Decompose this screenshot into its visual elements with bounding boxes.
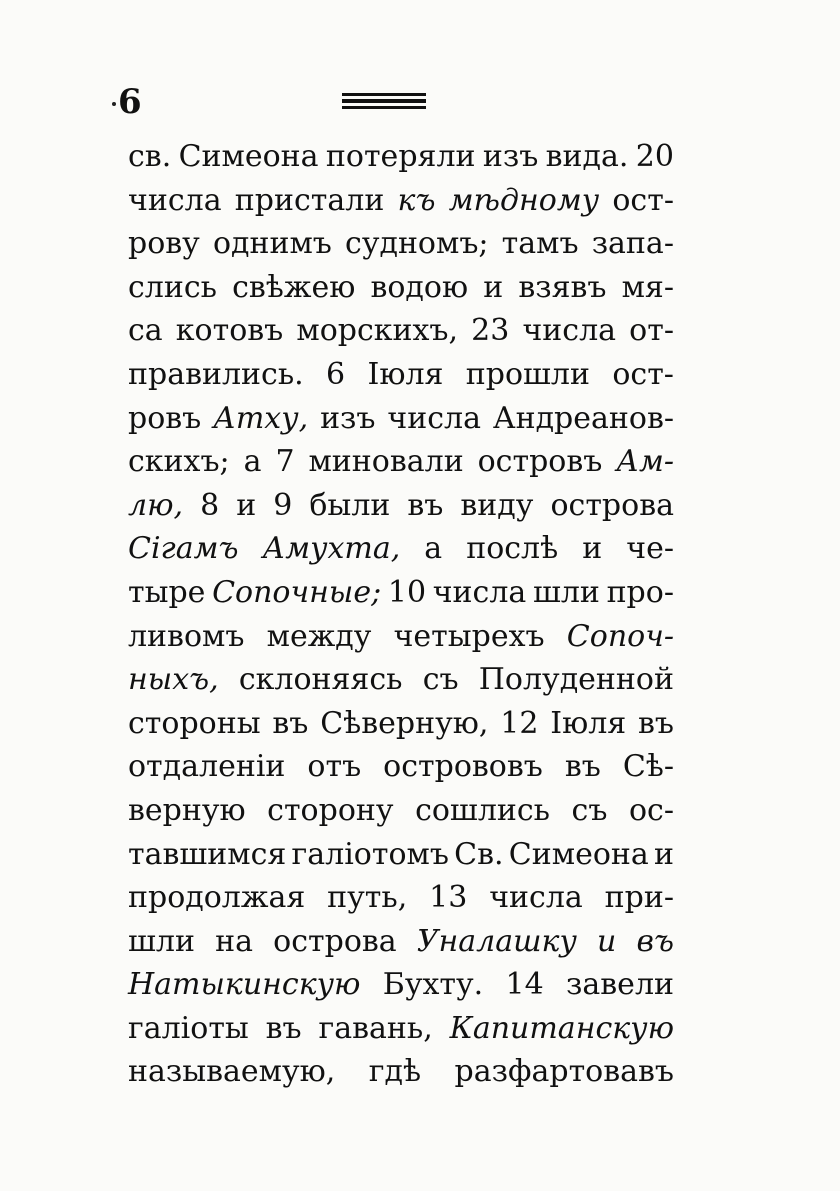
word: въ: [407, 487, 444, 523]
word: 23: [471, 313, 510, 349]
word: Іюля: [367, 356, 444, 392]
text-line: [128, 789, 674, 833]
word: между: [266, 618, 372, 654]
word: въ: [265, 1010, 302, 1046]
word: морскихъ,: [296, 313, 459, 349]
text-line: [128, 702, 674, 746]
word: че-: [626, 531, 674, 567]
word: Полуденной: [478, 662, 674, 698]
word: миновали: [308, 444, 464, 480]
word: 6: [326, 356, 346, 392]
word: галіотомъ: [291, 836, 449, 872]
text-line: [128, 920, 674, 964]
text-line: [128, 135, 674, 179]
text-line: [128, 353, 674, 397]
word: Натыкинскую: [128, 967, 361, 1003]
word: къ: [397, 182, 436, 218]
word: правились.: [128, 356, 304, 392]
text-line: [128, 833, 674, 877]
word: склоняясь: [238, 662, 403, 698]
word: были: [309, 487, 391, 523]
word: островъ: [477, 444, 603, 480]
word: и: [236, 487, 257, 523]
word: числа: [489, 880, 583, 916]
word: продолжая: [128, 880, 306, 916]
word: Сігамъ: [128, 531, 239, 567]
text-line: [128, 222, 674, 266]
word: ос-: [628, 792, 674, 828]
word: ост-: [612, 356, 674, 392]
text-line: [128, 615, 674, 659]
word: съ: [571, 792, 608, 828]
text-line: [128, 266, 674, 310]
word: числа: [522, 313, 617, 349]
word: Сопоч-: [566, 618, 674, 654]
word: галіоты: [128, 1010, 249, 1046]
word: сторону: [267, 792, 394, 828]
word: гавань,: [318, 1010, 433, 1046]
word: Атху,: [213, 400, 309, 436]
word: Амухта,: [262, 531, 401, 567]
word: мѣдному: [448, 182, 600, 218]
word: судномъ;: [345, 226, 489, 262]
word: въ: [564, 749, 601, 785]
word: четырехъ: [393, 618, 545, 654]
word: от-: [629, 313, 674, 349]
word: Уналашку: [416, 923, 577, 959]
word: завели: [566, 967, 674, 1003]
text-line: [128, 484, 674, 528]
word: числа: [128, 182, 222, 218]
word: Симеона: [178, 139, 319, 174]
word: изъ: [320, 400, 376, 436]
word: виду: [460, 487, 534, 523]
word: скихъ;: [128, 444, 230, 480]
word: са: [128, 313, 163, 349]
word: Ам-: [616, 444, 674, 480]
word: а: [424, 531, 443, 567]
word: отъ: [307, 749, 362, 785]
text-line: [128, 876, 674, 920]
header-ornament-rule: [342, 93, 426, 112]
word: свѣжею: [232, 269, 356, 305]
word: Сопочные;: [212, 574, 382, 610]
word: послѣ: [466, 531, 559, 567]
word: въ: [272, 705, 309, 741]
word: котовъ: [175, 313, 284, 349]
word: въ: [638, 705, 674, 741]
text-line: [128, 397, 674, 441]
word: а: [243, 444, 262, 480]
body-text: [128, 135, 674, 1094]
word: про-: [606, 574, 674, 610]
text-line: [128, 963, 674, 1007]
word: и: [597, 923, 617, 959]
word: тамъ: [501, 226, 579, 262]
page-number: 6: [118, 82, 142, 122]
word: св.: [128, 139, 172, 174]
text-line: [128, 658, 674, 702]
word: называемую,: [128, 1054, 336, 1090]
word: Сѣ-: [622, 749, 674, 785]
word: Св.: [454, 836, 504, 872]
word: Бухту.: [382, 967, 484, 1003]
word: на: [215, 923, 253, 959]
word: 7: [275, 444, 295, 480]
word: запа-: [591, 226, 674, 262]
word: путь,: [327, 880, 408, 916]
word: взявъ: [518, 269, 607, 305]
word: рову: [128, 226, 200, 262]
word: тыре: [128, 574, 206, 610]
text-line: [128, 440, 674, 484]
word: Сѣверную,: [320, 705, 489, 741]
word: 14: [505, 967, 544, 1003]
text-line: [128, 179, 674, 223]
text-line: [128, 527, 674, 571]
text-line: [128, 1050, 674, 1094]
word: въ: [636, 923, 674, 959]
word: лю,: [128, 487, 184, 523]
word: острова: [273, 923, 397, 959]
word: при-: [604, 880, 674, 916]
word: 13: [429, 880, 468, 916]
word: острововъ: [383, 749, 543, 785]
word: 8: [200, 487, 220, 523]
word: шли: [128, 923, 195, 959]
word: гдѣ: [368, 1054, 422, 1090]
word: Андреанов-: [492, 400, 674, 436]
word: прошли: [465, 356, 590, 392]
word: вида.: [545, 139, 629, 174]
word: 12: [500, 705, 539, 741]
word: шли: [532, 574, 600, 610]
word: съ: [422, 662, 459, 698]
word: ровъ: [128, 400, 202, 436]
word: ливомъ: [128, 618, 245, 654]
word: ныхъ,: [128, 662, 219, 698]
word: 10: [387, 574, 427, 610]
word: слись: [128, 269, 217, 305]
word: и: [582, 531, 603, 567]
word: изъ: [482, 139, 539, 174]
word: тавшимся: [128, 836, 287, 872]
text-line: [128, 1007, 674, 1051]
word: Іюля: [550, 705, 627, 741]
text-line: [128, 571, 674, 615]
word: и: [483, 269, 504, 305]
word: разфартовавъ: [454, 1054, 674, 1090]
word: однимъ: [212, 226, 332, 262]
word: числа: [387, 400, 481, 436]
word: потеряли: [325, 139, 476, 174]
word: Симеона: [508, 836, 649, 872]
word: сошлись: [415, 792, 551, 828]
word: отдаленіи: [128, 749, 286, 785]
text-line: [128, 309, 674, 353]
word: и: [653, 836, 674, 872]
word: пристали: [234, 182, 385, 218]
word: числа: [432, 574, 527, 610]
word: верную: [128, 792, 246, 828]
word: 9: [273, 487, 293, 523]
word: водою: [370, 269, 469, 305]
text-line: [128, 745, 674, 789]
word: стороны: [128, 705, 261, 741]
word: острова: [550, 487, 674, 523]
word: мя-: [621, 269, 674, 305]
word: 20: [635, 139, 674, 174]
word: ост-: [612, 182, 674, 218]
word: Капитанскую: [449, 1010, 674, 1046]
